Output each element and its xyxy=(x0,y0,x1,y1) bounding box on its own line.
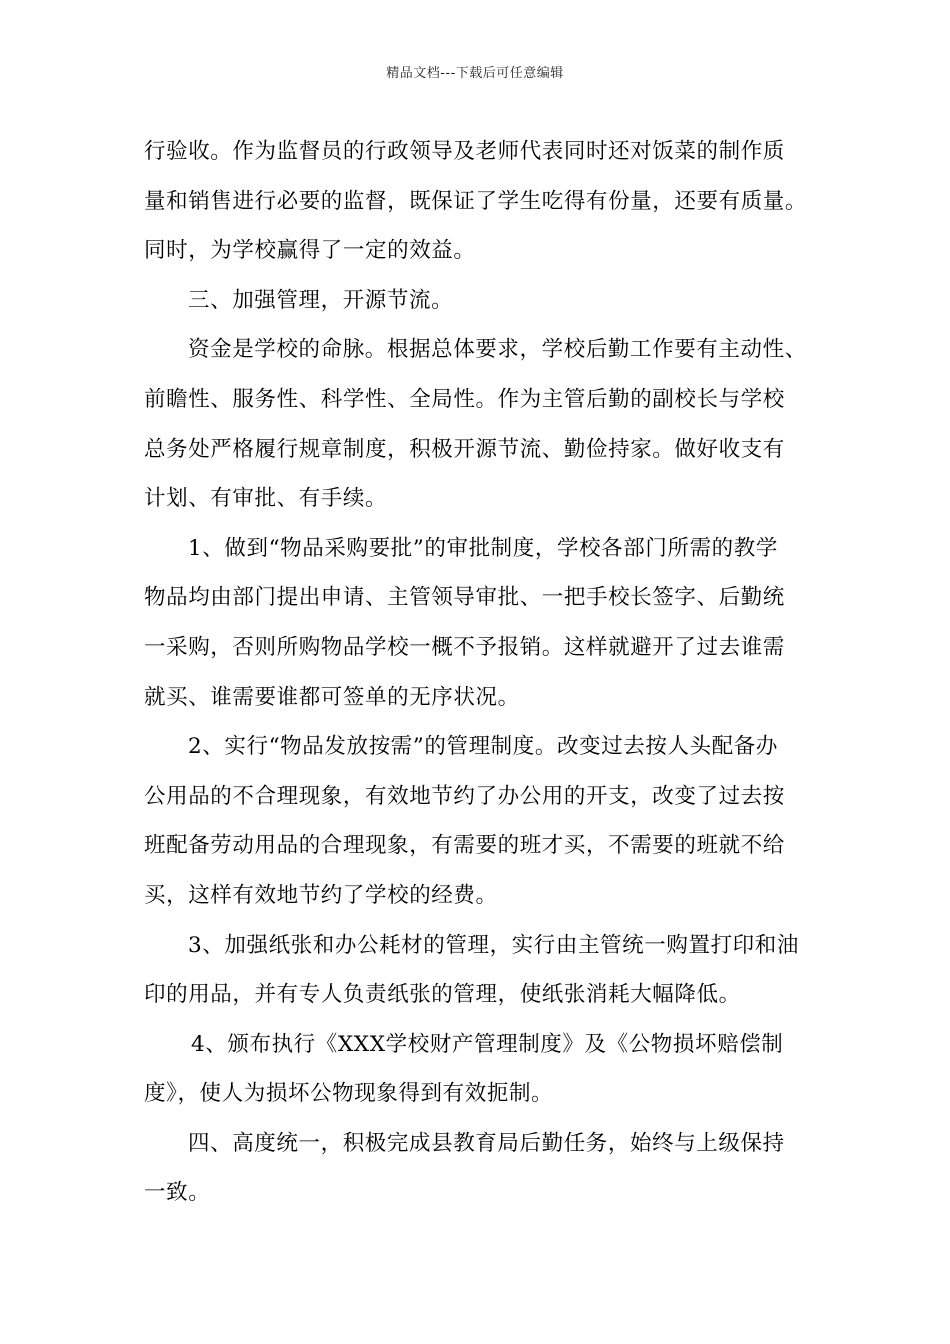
text-line: 同时，为学校赢得了一定的效益。 xyxy=(144,238,476,264)
document-body xyxy=(144,127,814,1218)
text-line: 前瞻性、服务性、科学性、全局性。作为主管后勤的副校长与学校 xyxy=(144,386,785,412)
page-header: 精品文档---下载后可任意编辑 xyxy=(386,66,564,81)
text-line: 公用品的不合理现象，有效地节约了办公用的开支，改变了过去按 xyxy=(144,783,785,809)
text-line: 度》，使人为损坏公物现象得到有效扼制。 xyxy=(144,1081,554,1107)
text-line: 一采购，否则所购物品学校一概不予报销。这样就避开了过去谁需 xyxy=(144,634,785,660)
text-line: 就买、谁需要谁都可签单的无序状况。 xyxy=(144,684,520,710)
list-item-line: 2、实行“物品发放按需”的管理制度。改变过去按人头配备办 xyxy=(188,734,778,760)
text-line: 印的用品，并有专人负责纸张的管理，使纸张消耗大幅降低。 xyxy=(144,982,741,1008)
section-heading: 三、加强管理，开源节流。 xyxy=(188,287,454,313)
text-line: 资金是学校的命脉。根据总体要求，学校后勤工作要有主动性、 xyxy=(188,337,807,363)
section-heading: 四、高度统一，积极完成县教育局后勤任务，始终与上级保持 xyxy=(188,1130,785,1156)
list-item-line: 3、加强纸张和办公耗材的管理，实行由主管统一购置打印和油 xyxy=(188,932,799,958)
text-line: 量和销售进行必要的监督，既保证了学生吃得有份量，还要有质量。 xyxy=(144,188,808,214)
text-line: 计划、有审批、有手续。 xyxy=(144,486,388,512)
list-item-line: 1、做到“物品采购要批”的审批制度，学校各部门所需的教学 xyxy=(188,535,778,561)
text-line: 一致。 xyxy=(144,1180,211,1206)
text-line: 总务处严格履行规章制度，积极开源节流、勤俭持家。做好收支有 xyxy=(144,436,785,462)
text-line: 班配备劳动用品的合理现象，有需要的班才买，不需要的班就不给 xyxy=(144,833,785,859)
text-line: 物品均由部门提出申请、主管领导审批、一把手校长签字、后勤统 xyxy=(144,585,785,611)
list-item-line: 4、颁布执行《XXX学校财产管理制度》及《公物损坏赔偿制 xyxy=(191,1031,784,1057)
text-line: 买，这样有效地节约了学校的经费。 xyxy=(144,882,498,908)
text-line: 行验收。作为监督员的行政领导及老师代表同时还对饭菜的制作质 xyxy=(144,139,785,164)
